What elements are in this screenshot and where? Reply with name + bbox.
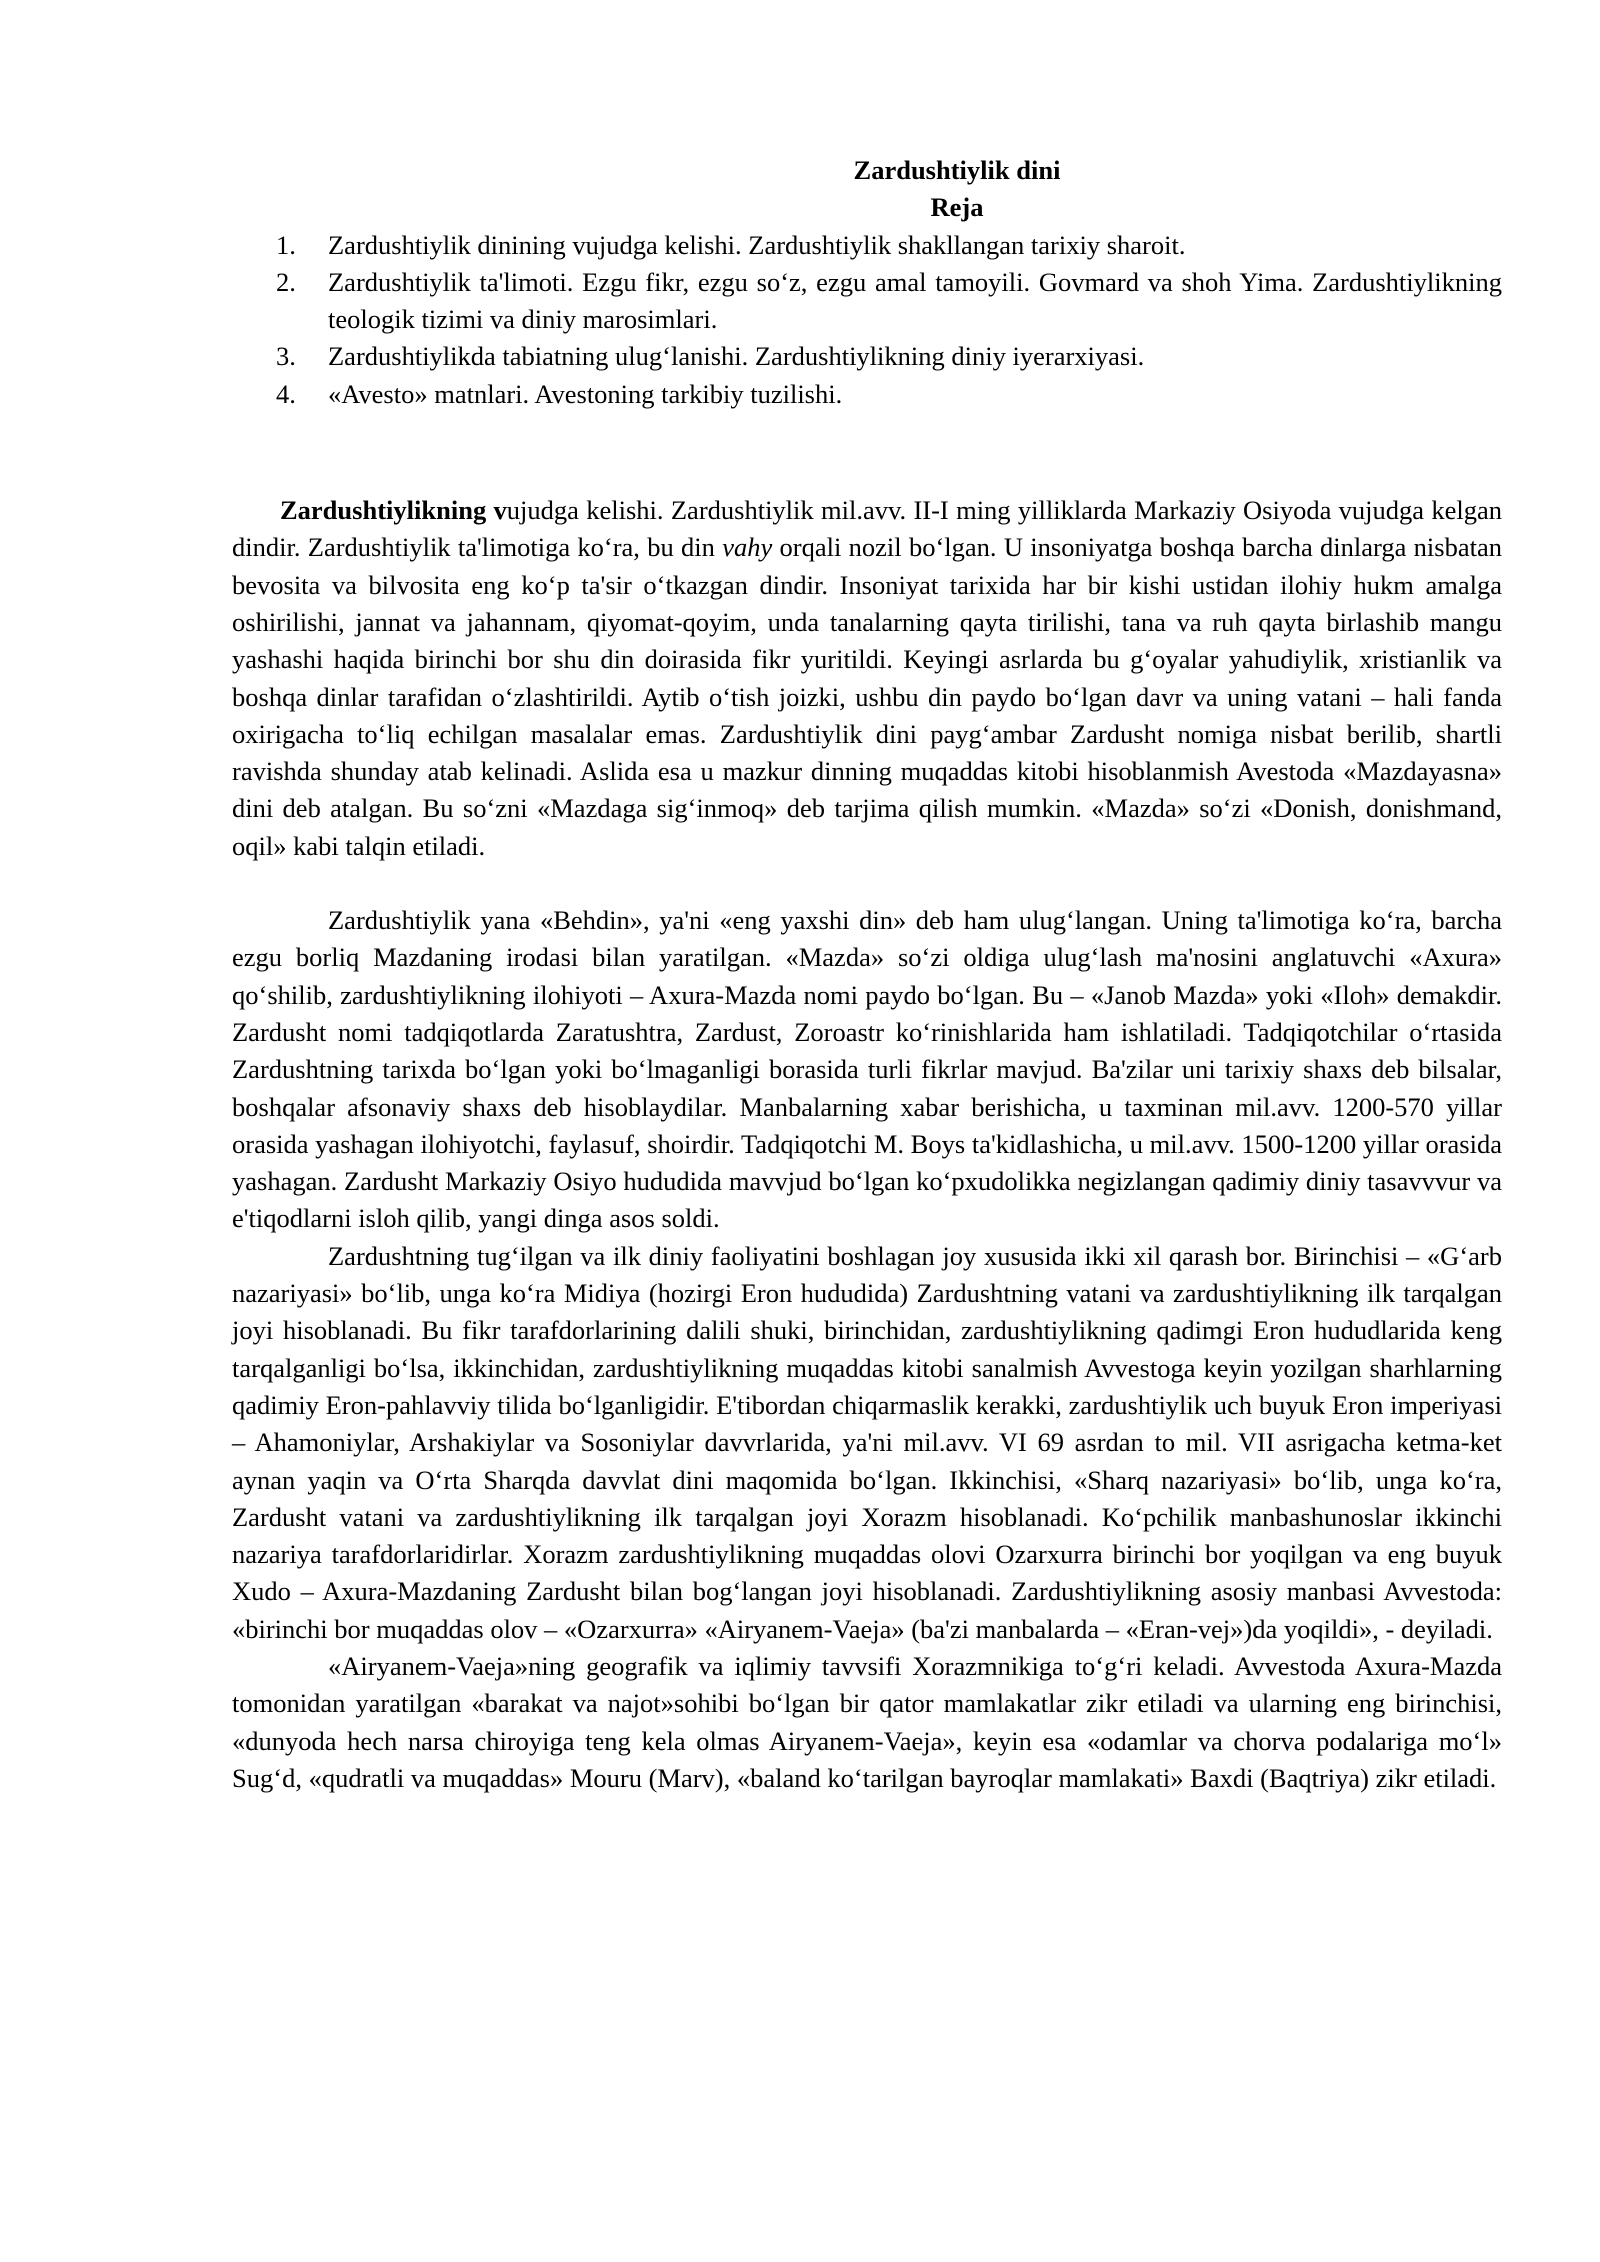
paragraph-airyanem-vaeja: «Airyanem-Vaeja»ning geografik va iqlimiy tavvsifi Xorazmnikiga to‘g‘ri keladi. Avvestoda Axura-Mazda tomonidan yaratilgan «barakat va najot»sohibi bo‘lgan bir qator mamlakatlar zikr etiladi va ularning eng birinchisi, «dunyoda hech narsa chiroyiga teng kela olmas Airyanem-Vaeja», keyin esa «odamlar va chorva podalariga mo‘l» Sug‘d, «qudratli va muqaddas» Mouru (Marv), «baland ko‘tarilgan bayroqlar mamlakati» Baxdi (Baqtriya) zikr etiladi. bbox=[232, 1650, 1502, 1793]
plan-item-text: «Avesto» matnlari. Avestoning tarkibiy tuzilishi. bbox=[328, 378, 843, 409]
paragraph-theories: Zardushtning tug‘ilgan va ilk diniy faoliyatini boshlagan joy xususida ikki xil qarash bor. Birinchisi – «G‘arb nazariyasi» bo‘lib, unga ko‘ra Midiya (hozirgi Eron hududida) Zardushtning vatani va zardushtiylikning ilk tarqalgan joyi hisoblanadi. Bu fikr tarafdorlarining dalili shuki, birinchidan, zardushtiylikning qadimgi Eron hududlarida keng tarqalganligi bo‘lsa, ikkinchidan, zardushtiylikning muqaddas kitobi sanalmish Avvestoga keyin yozilgan sharhlarning qadimiy Eron-pahlavviy tilida bo‘lganligidir. E'tibordan chiqarmaslik kerakki, zardushtiylik uch buyuk Eron imperiyasi – Ahamoniylar, Arshakiylar va Sosoniylar davvrlarida, ya'ni mil.avv. VI 69 asrdan to mil. VII asrigacha ketma-ket aynan yaqin va O‘rta Sharqda davvlat dini maqomida bo‘lgan. Ikkinchisi, «Sharq nazariyasi» bo‘lib, unga ko‘ra, Zardusht vatani va zardushtiylikning ilk tarqalgan joyi Xorazm hisoblanadi. Ko‘pchilik manbashunoslar ikkinchi nazariya tarafdorlaridirlar. Xorazm zardushtiylikning muqaddas olovi Ozarxurra birinchi bor yoqilgan va eng buyuk Xudo – Axura-Mazdaning Zardusht bilan bog‘langan joyi hisoblanadi. Zardushtiylikning asosiy manbasi Avvestoda: «birinchi bor muqaddas olov – «Ozarxurra» «Airyanem-Vaeja» (ba'zi manbalarda – «Eran-vej»)da yoqildi», - deyiladi. bbox=[232, 1240, 1502, 1644]
plan-item-number: 2. bbox=[276, 266, 296, 297]
plan-item-number: 1. bbox=[276, 229, 296, 260]
plan-item-text: Zardushtiylikda tabiatning ulug‘lanishi. Zardushtiylikning diniy iyerarxiyasi. bbox=[328, 341, 1145, 372]
plan-item bbox=[232, 376, 1502, 413]
document-page bbox=[232, 152, 1502, 1797]
paragraph-text: orqali nozil bo‘lgan. U insoniyatga boshqa barcha dinlarga nisbatan bevosita va bilvosita eng ko‘p ta'sir o‘tkazgan dindir. Insoniyat tarixida har bir kishi ustidan ilohiy hukm amalga oshirilishi, jannat va jahannam, qiyomat-qoyim, unda tanalarning qayta tirilishi, tana va ruh qayta birlashib mangu yashashi haqida birinchi bor shu din doirasida fikr yuritildi. Keyingi asrlarda bu g‘oyalar yahudiylik, xristianlik va boshqa dinlar tarafidan o‘zlashtirildi. Aytib o‘tish joizki, ushbu din paydo bo‘lgan davr va uning vatani – hali fanda oxirigacha to‘liq echilgan masalalar emas. Zardushtiylik dini payg‘ambar Zardusht nomiga nisbat berilib, shartli ravishda shunday atab kelinadi. Aslida esa u mazkur dinning muqaddas kitobi hisoblanmish Avestoda «Mazdayasna» dini deb atalgan. Bu so‘zni «Mazdaga sig‘inmoq» deb tarjima qilish mumkin. «Mazda» so‘zi «Donish, donishmand, oqil» kabi talqin etiladi. bbox=[232, 532, 1502, 861]
paragraph-lead-bold-letter: v bbox=[493, 495, 507, 526]
document-title: Zardushtiylik dini bbox=[853, 155, 1061, 185]
plan-list bbox=[232, 227, 1502, 413]
plan-item-text: Zardushtiylik dinining vujudga kelishi. Zardushtiylik shakllangan tarixiy sharoit. bbox=[328, 229, 1186, 260]
paragraph-origin bbox=[232, 492, 1502, 865]
spacer bbox=[232, 413, 1502, 492]
plan-item bbox=[232, 338, 1502, 375]
paragraph-text: ujudga kelishi. Zardushtiylik mil.avv. II-I ming yilliklarda Markaziy Osiyoda vujudga kelgan dindir. Zardushtiylik ta'limotiga ko‘ra, bu din bbox=[232, 495, 1503, 563]
paragraph-behdin: Zardushtiylik yana «Behdin», ya'ni «eng yaxshi din» deb ham ulug‘langan. Uning ta'limotiga ko‘ra, barcha ezgu borliq Mazdaning irodasi bilan yaratilgan. «Mazda» so‘zi oldiga ulug‘lash ma'nosini anglatuvchi «Axura» qo‘shilib, zardushtiylikning ilohiyoti – Axura-Mazda nomi paydo bo‘lgan. Bu – «Janob Mazda» yoki «Iloh» demakdir. Zardusht nomi tadqiqotlarda Zaratushtra, Zardust, Zoroastr ko‘rinishlarida ham ishlatiladi. Tadqiqotchilar o‘rtasida Zardushtning tarixda bo‘lgan yoki bo‘lmaganligi borasida turli fikrlar mavjud. Ba'zilar uni tarixiy shaxs deb bilsalar, boshqalar afsonaviy shaxs deb hisoblaydilar. Manbalarning xabar berishicha, u taxminan mil.avv. 1200-570 yillar orasida yashagan ilohiyotchi, faylasuf, shoirdir. Tadqiqotchi M. Boys ta'kidlashicha, u mil.avv. 1500-1200 yillar orasida yashagan. Zardusht Markaziy Osiyo hududida mavvjud bo‘lgan ko‘pxudolikka negizlangan qadimiy diniy tasavvvur va e'tiqodlarni isloh qilib, yangi dinga asos soldi. bbox=[232, 905, 1502, 1234]
plan-item bbox=[232, 227, 1502, 264]
document-subtitle: Reja bbox=[930, 192, 984, 223]
plan-item-text: Zardushtiylik ta'limoti. Ezgu fikr, ezgu so‘z, ezgu amal tamoyili. Govmard va shoh Yima. Zardushtiylikning teologik tizimi va diniy marosimlari. bbox=[328, 266, 1502, 335]
paragraph-italic-term: vahy bbox=[722, 532, 773, 563]
plan-item-number: 4. bbox=[276, 378, 296, 409]
spacer bbox=[232, 865, 1502, 902]
paragraph-lead-bold: Zardushtiylikning bbox=[280, 495, 494, 526]
plan-item bbox=[232, 264, 1502, 339]
plan-item-number: 3. bbox=[276, 341, 296, 372]
